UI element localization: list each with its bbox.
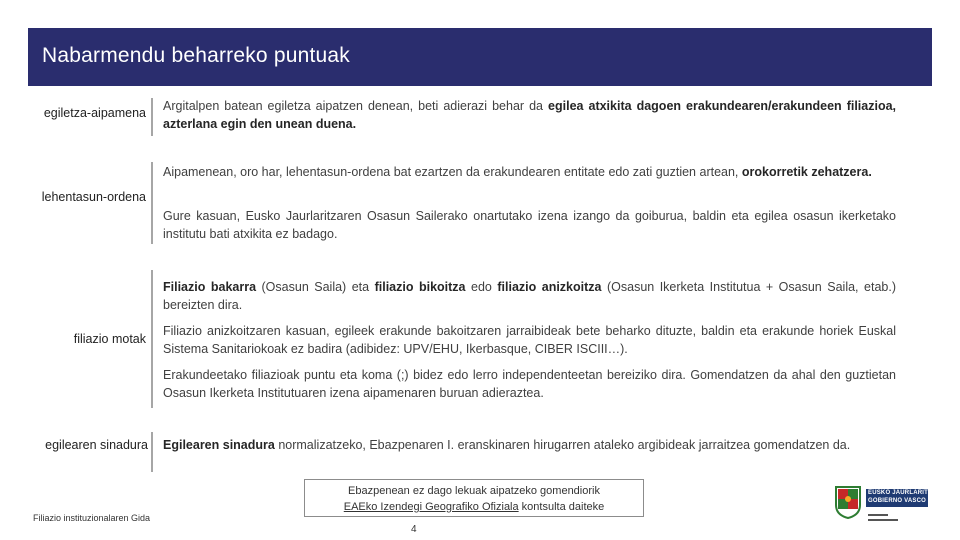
slide-header [28,28,932,86]
page-number: 4 [411,524,417,535]
row-divider-egiletza [151,98,153,136]
notice-box [304,479,644,517]
body-text: Erakundeetako filiazioak puntu eta koma (;) bidez edo lerro independenteetan bereiziko dira. Gomendatzen da ahal den guztietan Osasun Ikerketa Institutuaren izena aipamenaren buruan adieraztea. [163,368,896,400]
row-filiazio-paragraph-3 [163,366,896,402]
slide-title: Nabarmendu beharreko puntuak [42,44,350,67]
logo-line2: GOBIERNO VASCO [868,498,927,504]
row-label-sinadura: egilearen sinadura [45,438,148,452]
logo-line1: EUSKO JAURLARITZA [868,490,937,496]
body-text: normalizatzeko, Ebazpenaren I. eranskinaren hirugarren ataleko argibideak jarraitzea gomendatzen da. [274,438,851,452]
body-text: Gure kasuan, Eusko Jaurlaritzaren Osasun Sailerako onartutako izena izango da goiburua, baldin eta egilea osasun ikerketako institutu bati atxikita ez badago. [163,209,896,241]
notice-rest: kontsulta daiteke [518,501,605,513]
emphasis-text: Filiazio bakarra [163,280,257,294]
body-text: Filiazio anizkoitzaren kasuan, egileek erakunde bakoitzaren jarraibideak bete beharko dituzte, baldin eta erakunde horiek Euskal Sistema Sanitariokoak ez badira (adibidez: UPV/EHU, Ikerbasque, CIBER ISCIII…). [163,324,896,356]
body-text: Aipamenean, oro har, lehentasun-ordena bat ezartzen da erakundearen entitate edo zati guztien artean, [163,165,742,179]
logo-subtext-1 [868,514,888,516]
body-text: edo [465,280,498,294]
row-divider-filiazio-motak [151,270,153,408]
logo-subtext-2 [868,519,898,521]
body-text: Argitalpen batean egiletza aipatzen denean, beti adierazi behar da [163,99,549,113]
row-label-lehentasun: lehentasun-ordena [41,190,146,204]
row-lehentasun-paragraph-2 [163,207,896,243]
row-divider-lehentasun [151,162,153,244]
row-divider-sinadura [151,432,153,472]
emphasis-text: filiazio anizkoitza [497,280,602,294]
notice-line1: Ebazpenean ez dago lekuak aipatzeko gomendiorik [348,485,600,497]
body-text: (Osasun Saila) eta [256,280,375,294]
row-sinadura-paragraph [163,436,896,454]
footer-guide-title: Filiazio instituzionalaren Gida [33,513,151,523]
row-label-egiletza: egiletza-aipamena [43,106,146,120]
emphasis-text: filiazio bikoitza [374,280,466,294]
row-label-filiazio-motak: filiazio motak [73,332,146,346]
crest-icon [834,485,862,519]
row-filiazio-paragraph-1 [163,278,896,314]
body-text: (Osasun Ikerketa Institutua + Osasun Saila, etab.) bereizten dira. [163,280,896,312]
emphasis-text: Egilearen sinadura [163,438,275,452]
notice-line2 [305,499,643,515]
izendegi-link[interactable]: EAEko Izendegi Geografiko Ofiziala [343,501,519,513]
eusko-jaurlaritza-logo [834,483,937,523]
emphasis-text: orokorretik zehatzera. [741,165,872,179]
row-filiazio-paragraph-2 [163,322,896,358]
row-lehentasun-paragraph-1 [163,163,896,181]
emphasis-text: egilea atxikita dagoen erakundearen/erakundeen filiazioa, azterlana egin den unean duena. [163,99,897,131]
row-egiletza-paragraph [163,97,896,133]
